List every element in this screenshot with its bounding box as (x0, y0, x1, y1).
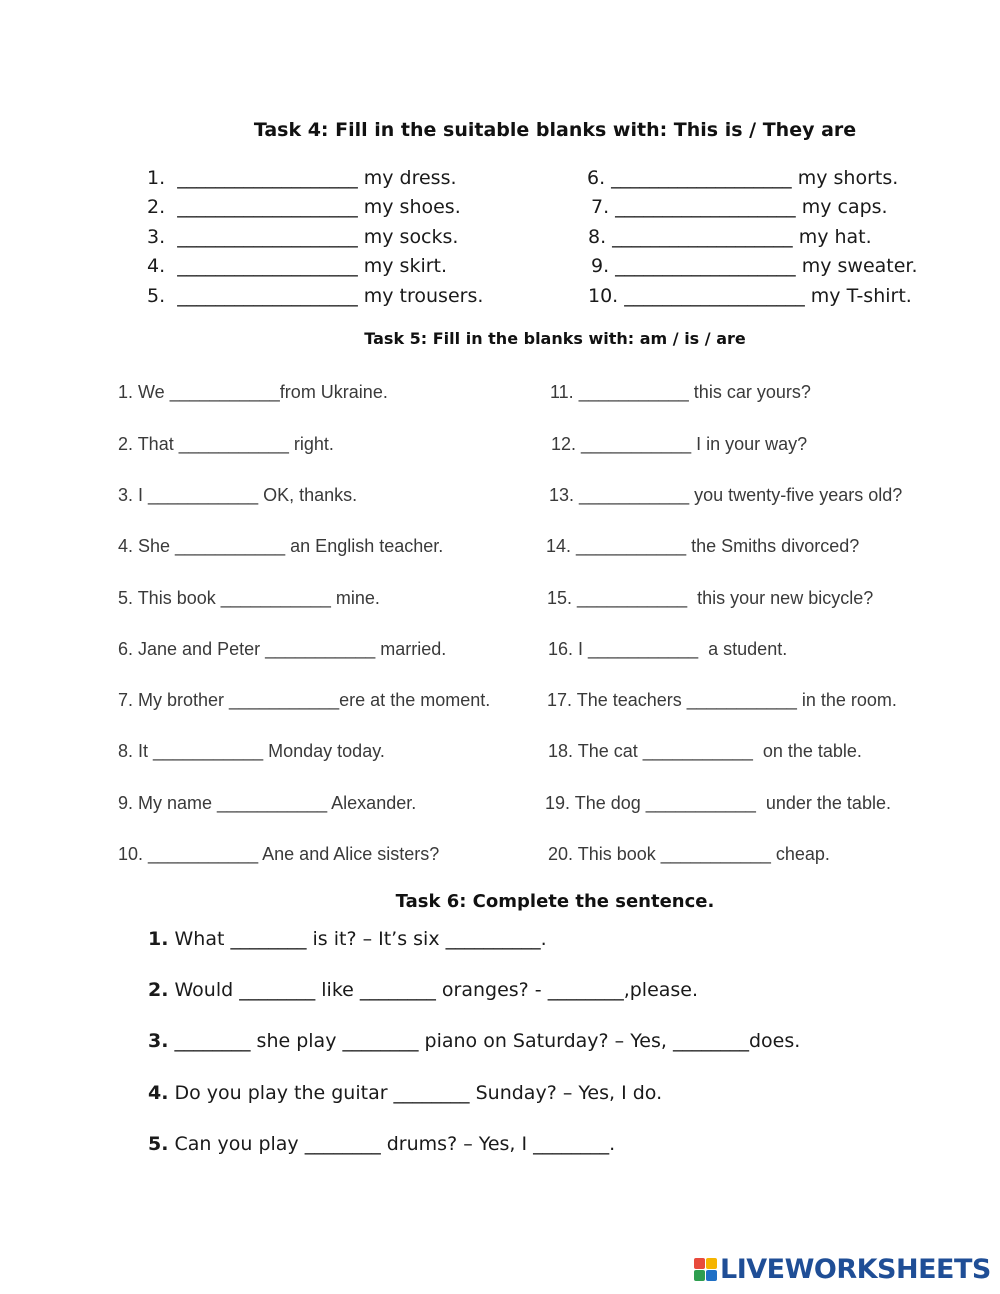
task6-item-number: 2. (148, 979, 169, 1001)
task4-item-1: 1. ___________________ my dress. (147, 167, 457, 189)
task5-item-7: 7. My brother ___________ere at the moment. (118, 690, 491, 710)
task6-item-number: 5. (148, 1133, 169, 1155)
task6-item-text: ________ she play ________ piano on Saturday? – Yes, ________does. (174, 1030, 801, 1052)
task6-item-2 (148, 981, 698, 1000)
task4-item-5: 5. ___________________ my trousers. (147, 285, 484, 307)
task5-item-13: 13. ___________ you twenty-five years old? (549, 485, 903, 505)
task6-item-text: Can you play ________ drums? – Yes, I ________. (174, 1133, 616, 1155)
task6-item-4 (148, 1084, 662, 1103)
task5-item-4: 4. She ___________ an English teacher. (118, 536, 444, 556)
task4-item-3: 3. ___________________ my socks. (147, 226, 459, 248)
task5-item-8: 8. It ___________ Monday today. (118, 741, 385, 761)
task4-item-4: 4. ___________________ my skirt. (147, 255, 448, 277)
liveworksheets-logo (694, 1254, 991, 1284)
task5-item-16: 16. I ___________ a student. (548, 639, 788, 659)
task4-item-9: 9. ___________________ my sweater. (591, 255, 918, 277)
task4-item-7: 7. ___________________ my caps. (591, 196, 888, 218)
task5-item-14: 14. ___________ the Smiths divorced? (546, 536, 860, 556)
task6-item-number: 4. (148, 1082, 169, 1104)
task5-item-10: 10. ___________ Ane and Alice sisters? (118, 844, 440, 864)
task6-title: Task 6: Complete the sentence. (395, 891, 715, 912)
logo-square-yellow (706, 1258, 717, 1269)
task6-item-5 (148, 1135, 615, 1154)
task5-item-3: 3. I ___________ OK, thanks. (118, 485, 358, 505)
task6-item-number: 3. (148, 1030, 169, 1052)
task4-item-8: 8. ___________________ my hat. (588, 226, 872, 248)
task5-title: Task 5: Fill in the blanks with: am / is / are (364, 329, 746, 348)
task5-item-12: 12. ___________ I in your way? (551, 434, 808, 454)
task5-item-18: 18. The cat ___________ on the table. (548, 741, 862, 761)
logo-square-red (694, 1258, 705, 1269)
task5-item-9: 9. My name ___________ Alexander. (118, 793, 417, 813)
task4-item-6: 6. ___________________ my shorts. (587, 167, 899, 189)
task5-item-15: 15. ___________ this your new bicycle? (547, 588, 874, 608)
task5-item-1: 1. We ___________from Ukraine. (118, 382, 388, 402)
task5-item-6: 6. Jane and Peter ___________ married. (118, 639, 447, 659)
task4-item-2: 2. ___________________ my shoes. (147, 196, 461, 218)
task6-item-text: Would ________ like ________ oranges? - ________,please. (174, 979, 699, 1001)
logo-square-green (694, 1270, 705, 1281)
task5-item-19: 19. The dog ___________ under the table. (545, 793, 891, 813)
task5-item-2: 2. That ___________ right. (118, 434, 334, 454)
liveworksheets-wordmark: LIVEWORKSHEETS (720, 1253, 991, 1285)
task5-item-11: 11. ___________ this car yours? (550, 382, 811, 402)
task5-item-17: 17. The teachers ___________ in the room. (547, 690, 897, 710)
task6-item-text: Do you play the guitar ________ Sunday? – Yes, I do. (174, 1082, 663, 1104)
task4-title: Task 4: Fill in the suitable blanks with: This is / They are (253, 119, 857, 141)
task5-item-5: 5. This book ___________ mine. (118, 588, 380, 608)
task6-item-3 (148, 1032, 800, 1051)
liveworksheets-logo-icon (694, 1258, 717, 1281)
task6-item-1 (148, 930, 547, 949)
task4-item-10: 10. ___________________ my T-shirt. (588, 285, 912, 307)
task5-item-20: 20. This book ___________ cheap. (548, 844, 830, 864)
task6-item-number: 1. (148, 928, 169, 950)
task6-item-text: What ________ is it? – It’s six __________. (174, 928, 547, 950)
logo-square-blue (706, 1270, 717, 1281)
